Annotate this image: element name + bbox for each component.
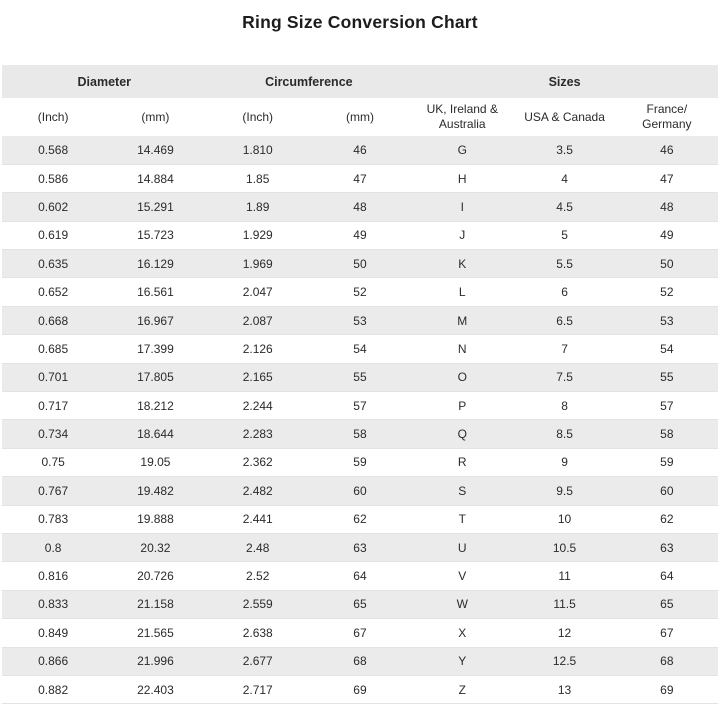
table-cell: 0.568 xyxy=(38,142,69,157)
column-header-row xyxy=(2,98,718,136)
table-row xyxy=(2,363,718,391)
table-cell: N xyxy=(457,341,467,356)
table-cell: 0.701 xyxy=(38,370,69,385)
table-cell: 2.283 xyxy=(242,427,273,442)
table-cell: 19.888 xyxy=(137,512,174,527)
table-cell: 2.362 xyxy=(242,455,273,470)
table-cell: 59 xyxy=(660,455,674,470)
table-cell: 2.717 xyxy=(242,682,273,697)
table-cell: 10.5 xyxy=(552,540,577,555)
table-cell: 16.129 xyxy=(137,256,174,271)
table-cell: R xyxy=(457,455,467,470)
table-cell: 22.403 xyxy=(137,682,174,697)
table-cell: 0.816 xyxy=(38,569,69,584)
table-cell: 0.8 xyxy=(44,540,62,555)
table-row xyxy=(2,335,718,363)
table-row xyxy=(2,619,718,647)
table-cell: 57 xyxy=(660,398,674,413)
table-cell: P xyxy=(458,398,467,413)
table-cell: 67 xyxy=(353,625,367,640)
table-cell: 0.635 xyxy=(38,256,69,271)
table-cell: 53 xyxy=(660,313,674,328)
table-cell: L xyxy=(458,285,466,300)
table-cell: 2.482 xyxy=(242,483,273,498)
table-cell: 0.586 xyxy=(38,171,69,186)
table-cell: 65 xyxy=(660,597,674,612)
table-cell: 21.996 xyxy=(137,654,174,669)
table-cell: 46 xyxy=(660,142,674,157)
table-row xyxy=(2,250,718,278)
table-cell: 1.810 xyxy=(242,142,273,157)
table-cell: 21.565 xyxy=(137,625,174,640)
table-cell: 0.602 xyxy=(38,199,69,214)
table-cell: S xyxy=(458,483,467,498)
table-cell: 0.75 xyxy=(41,455,65,470)
table-cell: 19.482 xyxy=(137,483,174,498)
table-cell: 2.087 xyxy=(242,313,273,328)
table-cell: 15.723 xyxy=(137,228,174,243)
table-cell: 5 xyxy=(561,228,568,243)
table-cell: 58 xyxy=(660,427,674,442)
table-cell: 57 xyxy=(353,398,367,413)
ring-size-conversion-table xyxy=(2,65,718,704)
table-cell: 2.047 xyxy=(242,285,273,300)
table-cell: 18.212 xyxy=(137,398,174,413)
table-cell: 18.644 xyxy=(137,427,174,442)
table-row xyxy=(2,448,718,476)
table-cell: 4 xyxy=(561,171,568,186)
table-cell: 16.967 xyxy=(137,313,174,328)
table-cell: 0.783 xyxy=(38,512,69,527)
table-row xyxy=(2,505,718,533)
table-cell: Q xyxy=(457,427,467,442)
table-cell: 2.559 xyxy=(242,597,273,612)
table-cell: 62 xyxy=(660,512,674,527)
table-cell: Y xyxy=(458,654,467,669)
table-cell: 48 xyxy=(353,199,367,214)
table-row xyxy=(2,392,718,420)
table-cell: 60 xyxy=(353,483,367,498)
table-cell: 59 xyxy=(353,455,367,470)
table-cell: 53 xyxy=(353,313,367,328)
table-cell: 19.05 xyxy=(140,455,171,470)
table-cell: 0.767 xyxy=(38,483,69,498)
table-cell: 2.677 xyxy=(242,654,273,669)
table-cell: 1.969 xyxy=(242,256,273,271)
table-cell: 47 xyxy=(660,171,674,186)
column-header-diameter-mm: (mm) xyxy=(104,98,206,136)
table-cell: 5.5 xyxy=(556,256,573,271)
table-cell: 1.929 xyxy=(242,228,273,243)
table-row xyxy=(2,278,718,306)
table-cell: W xyxy=(456,597,468,612)
table-cell: 0.685 xyxy=(38,341,69,356)
table-cell: 52 xyxy=(660,285,674,300)
table-cell: 2.244 xyxy=(242,398,273,413)
table-cell: 14.469 xyxy=(137,142,174,157)
table-cell: 49 xyxy=(660,228,674,243)
table-cell: 16.561 xyxy=(137,285,174,300)
table-row xyxy=(2,221,718,249)
table-cell: 65 xyxy=(353,597,367,612)
table-cell: 17.805 xyxy=(137,370,174,385)
column-header-uk-ireland-australia: UK, Ireland & Australia xyxy=(411,98,513,136)
table-row xyxy=(2,136,718,164)
table-cell: 20.32 xyxy=(140,540,171,555)
table-cell: T xyxy=(458,512,466,527)
table-cell: 60 xyxy=(660,483,674,498)
table-cell: 0.866 xyxy=(38,654,69,669)
table-cell: 54 xyxy=(353,341,367,356)
table-row xyxy=(2,306,718,334)
table-cell: 64 xyxy=(660,569,674,584)
table-cell: 17.399 xyxy=(137,341,174,356)
table-cell: 0.833 xyxy=(38,597,69,612)
table-cell: 69 xyxy=(660,682,674,697)
table-cell: Z xyxy=(458,682,466,697)
table-cell: 69 xyxy=(353,682,367,697)
table-cell: 13 xyxy=(557,682,572,697)
column-header-usa-canada: USA & Canada xyxy=(513,98,615,136)
table-cell: J xyxy=(459,228,466,243)
table-cell: 68 xyxy=(660,654,674,669)
table-row xyxy=(2,647,718,675)
table-cell: 0.619 xyxy=(38,228,69,243)
table-cell: 64 xyxy=(353,569,367,584)
table-cell: 8 xyxy=(561,398,568,413)
table-row xyxy=(2,533,718,561)
table-body xyxy=(2,136,718,704)
table-cell: 2.165 xyxy=(242,370,273,385)
table-cell: 2.48 xyxy=(246,540,270,555)
table-cell: V xyxy=(458,569,467,584)
column-header-france-germany: France/ Germany xyxy=(616,98,718,136)
table-cell: 7 xyxy=(561,341,568,356)
table-cell: 20.726 xyxy=(137,569,174,584)
table-cell: 0.734 xyxy=(38,427,69,442)
table-cell: 9 xyxy=(561,455,568,470)
table-cell: X xyxy=(458,625,467,640)
column-header-circumference-mm: (mm) xyxy=(309,98,411,136)
table-cell: 12.5 xyxy=(552,654,577,669)
table-cell: 11.5 xyxy=(553,597,576,612)
table-cell: 2.638 xyxy=(242,625,273,640)
table-cell: 0.849 xyxy=(38,625,69,640)
table-cell: 49 xyxy=(353,228,367,243)
table-cell: 50 xyxy=(353,256,367,271)
table-cell: 3.5 xyxy=(556,142,573,157)
table-row xyxy=(2,420,718,448)
table-cell: 52 xyxy=(353,285,367,300)
table-cell: 6.5 xyxy=(556,313,573,328)
table-cell: 12 xyxy=(557,625,572,640)
group-header-row xyxy=(2,65,718,98)
table-cell: 63 xyxy=(660,540,674,555)
table-cell: 15.291 xyxy=(137,199,174,214)
column-header-circumference-inch: (Inch) xyxy=(207,98,309,136)
table-row xyxy=(2,477,718,505)
table-cell: 47 xyxy=(353,171,367,186)
table-cell: 68 xyxy=(353,654,367,669)
table-cell: 48 xyxy=(660,199,674,214)
table-row xyxy=(2,562,718,590)
table-cell: U xyxy=(457,540,467,555)
table-header xyxy=(2,65,718,136)
group-header-diameter: Diameter xyxy=(2,65,207,98)
table-cell: 10 xyxy=(557,512,572,527)
table-cell: 6 xyxy=(561,285,568,300)
table-cell: 0.668 xyxy=(38,313,69,328)
group-header-circumference: Circumference xyxy=(207,65,412,98)
table-cell: 50 xyxy=(660,256,674,271)
table-cell: 1.85 xyxy=(246,171,270,186)
table-cell: 58 xyxy=(353,427,367,442)
table-cell: 0.717 xyxy=(38,398,69,413)
page-title: Ring Size Conversion Chart xyxy=(242,12,478,32)
table-cell: 21.158 xyxy=(137,597,174,612)
table-cell: K xyxy=(458,256,467,271)
group-header-sizes: Sizes xyxy=(411,65,718,98)
table-cell: O xyxy=(457,370,467,385)
table-cell: 9.5 xyxy=(556,483,573,498)
table-cell: 2.441 xyxy=(242,512,273,527)
table-cell: 14.884 xyxy=(137,171,174,186)
table-row xyxy=(2,675,718,703)
table-row xyxy=(2,164,718,192)
table-row xyxy=(2,590,718,618)
table-cell: 63 xyxy=(353,540,367,555)
table-cell: 4.5 xyxy=(556,199,573,214)
table-cell: 0.882 xyxy=(38,682,69,697)
table-cell: 46 xyxy=(353,142,367,157)
table-cell: 2.126 xyxy=(242,341,273,356)
table-cell: 11 xyxy=(558,569,571,584)
table-row xyxy=(2,193,718,221)
table-cell: 62 xyxy=(353,512,367,527)
table-cell: 67 xyxy=(660,625,674,640)
table-cell: 1.89 xyxy=(246,199,270,214)
table-cell: H xyxy=(457,171,467,186)
table-cell: 8.5 xyxy=(556,427,573,442)
table-cell: 7.5 xyxy=(556,370,573,385)
table-cell: 54 xyxy=(660,341,674,356)
table-cell: 0.652 xyxy=(38,285,69,300)
table-cell: 55 xyxy=(660,370,674,385)
table-cell: 2.52 xyxy=(246,569,270,584)
table-cell: M xyxy=(457,313,468,328)
table-cell: I xyxy=(460,199,464,214)
table-cell: 55 xyxy=(353,370,367,385)
column-header-diameter-inch: (Inch) xyxy=(2,98,104,136)
table-cell: G xyxy=(457,142,467,157)
